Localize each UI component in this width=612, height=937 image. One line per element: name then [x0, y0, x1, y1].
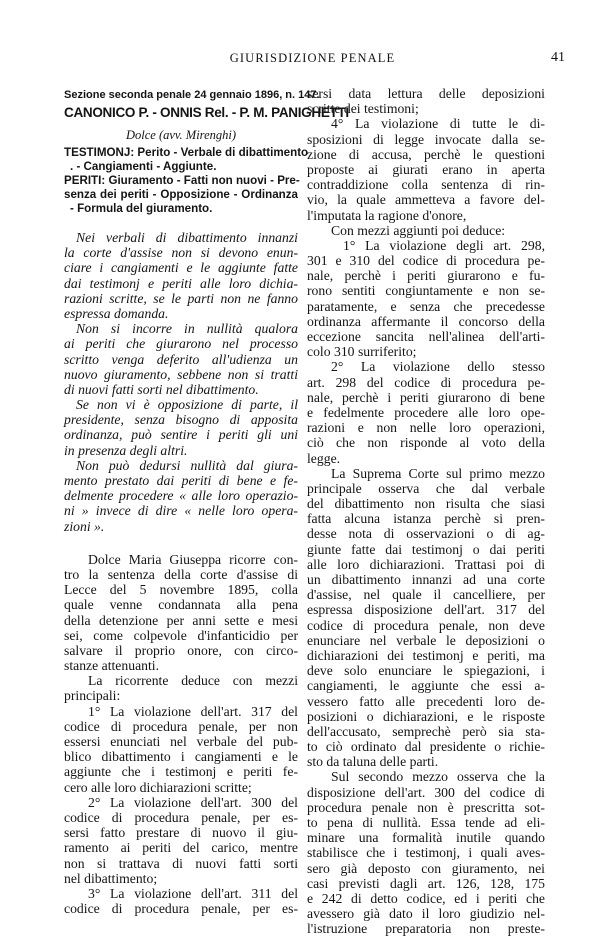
body-line: posizioni o dichiarazioni, e le risposte [307, 708, 545, 724]
body-line: colo 310 surriferito; [307, 344, 417, 360]
maxim-line: Non si incorre in nullità qualora [76, 321, 298, 337]
body-line: zione di accusa, perchè le questioni [307, 146, 545, 162]
body-line: art. 298 del codice di procedura pe- [307, 374, 545, 390]
body-line: deve solo enunciare le spiegazioni, i [307, 663, 545, 679]
body-line: La ricorrente deduce con mezzi [88, 673, 298, 689]
body-line: sposizioni di legge invocate dalla se- [307, 131, 545, 147]
body-line: e fedelmente procedere alle loro ope- [307, 404, 545, 420]
body-line: un dibattimento innanzi ad una corte [307, 572, 545, 587]
maxim-line: scritto venga deferito all'udienza un [64, 351, 298, 367]
body-line: nale, perchè i periti giurarono e fu- [307, 268, 545, 284]
body-line: del dibattimento non risulta che siasi [307, 496, 545, 512]
body-line: minare una formalità inutile quando [307, 830, 545, 846]
body-line: to ciò ordinato dal presidente o richie- [307, 739, 545, 755]
body-line: ordinanza affermante il concorso della [307, 313, 545, 329]
body-line: sto da taluna delle parti. [307, 754, 439, 770]
body-line: Lecce del 5 novembre 1895, colla [64, 582, 298, 598]
maxim-line: espressa domanda. [64, 305, 169, 321]
body-line: sersi data lettura delle deposizioni [307, 86, 545, 101]
maxim-line: ordinanza, può sentire i periti gli uni [64, 427, 298, 443]
body-line: stanze attenuanti. [64, 658, 160, 674]
body-line: non si trattava di nuovi fatti sorti [64, 855, 298, 871]
body-line: contraddizione colla sentenza di rin- [307, 177, 545, 193]
body-line: Sul secondo mezzo osserva che la [331, 769, 545, 785]
body-line: proposte ai giurati erano in aperta [307, 161, 545, 177]
body-line: 301 e 310 del codice di procedura pe- [307, 253, 545, 269]
topic-line: PERITI: Giuramento - Fatti non nuovi - Pre- [64, 174, 300, 187]
body-line: codice di procedura penale, per non [64, 718, 298, 734]
body-line: Con mezzi aggiunti poi deduce: [331, 222, 506, 238]
maxim-line: ai periti che giurarono nel processo [64, 336, 298, 352]
body-line: enunciare nel verbale le deposizioni o [307, 632, 545, 648]
body-line: essersi enunciati nel verbale del pub- [64, 734, 298, 749]
body-line: ramento ai periti del carico, mentre [64, 840, 298, 856]
maxim-line: mento prestato dai periti di bene e fe- [64, 473, 298, 488]
body-line: vessero fatto alle precedenti loro de- [307, 693, 545, 709]
body-line: 3° La violazione dell'art. 311 del [88, 885, 298, 901]
body-line: 1° La violazione dell'art. 317 del [88, 703, 298, 719]
maxim-line: zioni ». [64, 518, 105, 534]
maxim-line: la corte d'assise non si devono enun- [64, 245, 298, 261]
body-line: legge. [307, 450, 341, 466]
page-number: 41 [551, 50, 565, 65]
body-line: quale venne condannata alla pena [64, 597, 298, 613]
body-line: nale, perchè i periti giurarono di bene [307, 389, 545, 405]
body-line: cangiamenti, le aggiunte che essi a- [307, 678, 545, 694]
body-line: vio, la quale ammetteva a favore del- [307, 192, 545, 208]
body-line: eccezione sancita nell'alinea dell'arti- [307, 329, 545, 344]
topic-line: senza dei periti - Opposizione - Ordinanza [64, 188, 298, 201]
maxim-line: ciare i cangiamenti e le aggiunte fatte [64, 260, 298, 276]
body-line: desse nota di osservazioni o di ag- [307, 526, 545, 542]
body-line: sero già deposto con giuramento, nei [307, 860, 545, 876]
maxim-line: Nei verbali di dibattimento innanzi [76, 230, 298, 245]
maxim-line: in presenza degli altri. [64, 442, 188, 458]
maxim-line: Non può dedursi nullità dal giura- [76, 457, 298, 473]
body-line: della detenzione per anni sette e mesi [64, 612, 298, 628]
body-line: 2° La violazione dell'art. 300 del [88, 794, 298, 810]
maxim-line: presidente, senza bisogno di apposita [64, 412, 298, 428]
maxim-line: nuovo giuramento, sebbene non si tratti [64, 366, 298, 382]
maxim-line: razioni scritte, se le parti non ne fanno [64, 290, 298, 306]
body-line: paratamente, e senza che precedesse [307, 298, 545, 314]
body-line: La Suprema Corte sul primo mezzo [331, 465, 545, 481]
topic-line: - Formula del giuramento. [70, 202, 213, 215]
section-heading: Sezione seconda penale 24 gennaio 1896, n. 147. [64, 89, 320, 101]
maxim-line: di nuovi fatti sorti nel dibattimento. [64, 381, 259, 397]
maxim-line: dai testimonj e periti alle loro dichia- [64, 275, 298, 291]
body-line: casi previsti dagli art. 126, 128, 175 [307, 875, 545, 891]
running-title: GIURISDIZIONE PENALE [229, 51, 396, 65]
body-line: d'assise, nel quale il cancelliere, per [307, 587, 545, 603]
body-line: fatta alcuna istanza perchè si pren- [307, 511, 545, 527]
body-line: giunte fatte dai testimonj o dai periti [307, 541, 545, 557]
body-line: disposizione dell'art. 300 del codice di [307, 784, 545, 800]
body-line: codice di procedura penale, per es- [64, 809, 298, 825]
topic-line: TESTIMONJ: Perito - Verbale di dibattimento [64, 146, 309, 159]
body-line: razioni e non nelle loro operazioni, [307, 420, 545, 436]
body-line: stabilisce che i testimonj, i quali aves- [307, 845, 545, 861]
body-line: 2° La violazione dello stesso [331, 359, 545, 375]
body-line: dell'accusato, semprechè però sia sta- [307, 723, 545, 739]
body-line: blico dibattimento i cangiamenti e le [64, 749, 298, 765]
body-line: principale osserva che dal verbale [307, 480, 545, 496]
body-line: 1° La violazione degli art. 298, [343, 237, 545, 253]
body-line: dichiarazioni dei testimonj e periti, ma [307, 647, 545, 663]
maxim-line: ni » invece di dire « nelle loro opera- [64, 503, 298, 519]
body-line: codice di procedura penale, per es- [64, 901, 298, 917]
body-line: avessero già dato il loro giudizio nel- [307, 906, 545, 922]
body-line: tro la sentenza della corte d'assise di [64, 566, 298, 582]
body-line: salvare il proprio onore, con circo- [64, 642, 298, 658]
body-line: aggiunte che i testimonj e periti fe- [64, 764, 298, 780]
body-line: Dolce Maria Giuseppa ricorre con- [88, 551, 298, 567]
running-header [60, 51, 565, 69]
body-line: rono sentiti congiuntamente e non se- [307, 283, 545, 299]
body-line: espressa disposizione dell'art. 317 del [307, 602, 545, 618]
body-line: principali: [64, 688, 121, 704]
body-line: sei, come colpevole d'infanticidio per [64, 627, 298, 643]
presenter: Dolce (avv. Mirenghi) [125, 128, 237, 142]
body-line: sersi fatto prestare di nuovo il giu- [64, 825, 298, 841]
body-line: to pena di nullità. Essa tende ad eli- [307, 815, 545, 830]
topic-line: . - Cangiamenti - Aggiunte. [70, 160, 217, 173]
body-line: 4° La violazione di tutte le di- [331, 116, 545, 132]
maxim-line: delmente procedere « alle loro operazio- [64, 488, 298, 504]
court-composition: CANONICO P. - ONNIS Rel. - P. M. PANIGHETTI [64, 105, 349, 120]
body-line: cero alle loro dichiarazioni scritte; [64, 779, 252, 795]
body-line: e 242 di detto codice, ed i periti che [307, 890, 545, 906]
body-line: codice di procedura penale, non deve [307, 617, 545, 633]
body-line: procedura penale non è prescritta sot- [307, 799, 545, 815]
body-line: l'istruzione preparatoria non preste- [307, 921, 545, 937]
right-column [307, 86, 545, 937]
body-line: ciò che non risponde al voto della [307, 435, 545, 451]
body-line: scritte dei testimoni; [307, 101, 419, 117]
maxim-line: Se non vi è opposizione di parte, il [76, 397, 298, 413]
body-line: l'imputata la ragione d'onore, [307, 207, 467, 223]
body-line: nel dibattimento; [64, 870, 158, 886]
body-line: alle loro dichiarazioni. Trattasi poi di [307, 556, 545, 572]
